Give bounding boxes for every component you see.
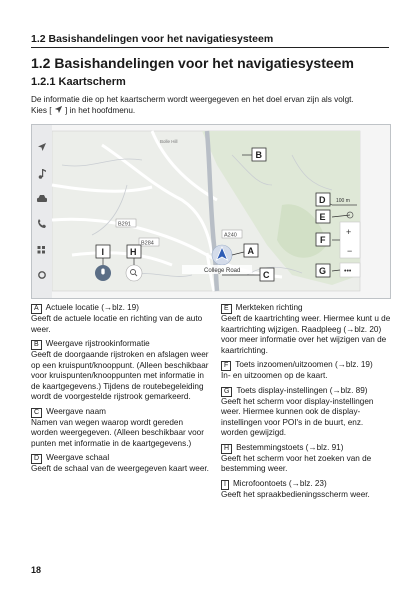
- callout-b: B: [255, 150, 262, 160]
- callout-a: A: [247, 246, 254, 256]
- legend-body: Namen van wegen waarop wordt gereden worden weergegeven. (Alleen beschikbaar voor punten met informatie in de kaartgegevens.): [31, 417, 204, 448]
- callout-d: D: [319, 195, 326, 205]
- legend-item-i: [221, 479, 391, 501]
- legend-item-g: [221, 386, 391, 439]
- intro-instruction: [31, 105, 391, 116]
- header-rule: [31, 47, 389, 48]
- callout-h: H: [130, 247, 137, 257]
- legend-title: Toets display-instellingen (→blz. 89): [236, 385, 368, 395]
- legend-tag: E: [221, 304, 232, 314]
- legend-tag: C: [31, 408, 42, 418]
- callout-e: E: [319, 212, 326, 222]
- legend-item-a: [31, 303, 209, 335]
- intro-line: De informatie die op het kaartscherm wordt weergegeven en het doel ervan zijn als volgt.: [31, 95, 354, 104]
- legend-body: Geeft het scherm voor display-instellingen weer. Hiermee kunnen ook de display-instellingen voor POI's in de buurt, enz. worden gewijzigd.: [221, 396, 374, 437]
- legend-body: Geeft het scherm voor het zoeken van de bestemming weer.: [221, 453, 372, 473]
- legend-body: Geeft de kaartrichting weer. Hiermee kunt u de kaartrichting wijzigen. Raadpleeg (→blz. 20) voor meer informatie over het wijzigen van de kaartrichting.: [221, 314, 391, 355]
- legend-item-c: [31, 407, 209, 450]
- zoom-out-icon: −: [347, 246, 353, 256]
- legend-item-f: [221, 360, 391, 382]
- intro-paragraph: [31, 94, 391, 116]
- microphone-icon: [101, 269, 104, 275]
- legend-item-e: [221, 303, 391, 356]
- legend-item-b: [31, 339, 209, 403]
- callout-g: G: [319, 266, 327, 276]
- callout-i: I: [101, 247, 105, 257]
- legend-tag: F: [221, 361, 231, 371]
- legend-tag: A: [31, 304, 42, 314]
- legend-tag: H: [221, 444, 232, 454]
- page-number: 18: [31, 565, 42, 575]
- legend-title: Microfoontoets (→blz. 23): [232, 478, 327, 488]
- map-illustration: [32, 125, 390, 298]
- navigation-icon: [54, 105, 63, 114]
- label-a240: A240: [224, 232, 237, 239]
- destination-button: [126, 265, 142, 281]
- kies-post: ] in het hoofdmenu.: [65, 106, 136, 115]
- legend-title: Weergave schaal: [46, 453, 110, 462]
- subsection-title: 1.2.1 Kaartscherm: [31, 76, 126, 88]
- label-b291: B291: [118, 221, 131, 228]
- callout-f: F: [320, 235, 326, 245]
- legend-body: Geeft de actuele locatie en richting van de auto weer.: [31, 314, 203, 334]
- legend-tag: B: [31, 340, 42, 350]
- legend-tag: I: [221, 480, 229, 490]
- legend-title: Actuele locatie (→blz. 19): [45, 303, 139, 312]
- kies-pre: Kies [: [31, 106, 52, 115]
- legend-column-left: [31, 303, 209, 479]
- legend-body: Geeft de schaal van de weergegeven kaart weer.: [31, 464, 209, 473]
- scale-label: 100 m: [336, 198, 350, 204]
- map-screen-figure: [31, 124, 391, 299]
- legend-item-d: [31, 453, 209, 475]
- legend-title: Weergave rijstrookinformatie: [45, 339, 150, 348]
- legend-title: Bestemmingstoets (→blz. 91): [236, 442, 344, 452]
- label-road-top: Bolle Hill: [160, 139, 178, 144]
- road-name-label: College Road: [204, 268, 241, 274]
- more-icon: •••: [344, 268, 352, 275]
- zoom-in-icon: +: [346, 227, 352, 237]
- running-header: 1.2 Basishandelingen voor het navigatiesysteem: [31, 33, 274, 45]
- legend-body: In- en uitzoomen op de kaart.: [221, 371, 328, 380]
- section-title: 1.2 Basishandelingen voor het navigatiesysteem: [31, 55, 354, 71]
- legend-tag: D: [31, 454, 42, 464]
- legend-title: Merkteken richting: [235, 303, 303, 312]
- legend-body: Geeft de doorgaande rijstroken en afslagen weer op een kruispunt/knooppunt. (Alleen beschikbaar voor kruispunten/knooppunten met informatie in de kaartgegevens.) Tijdens de routebegeleiding wordt de voorgestelde rijstrook gemarkeerd.: [31, 350, 209, 401]
- legend-column-right: [221, 303, 391, 504]
- legend-title: Toets inzoomen/uitzoomen (→blz. 19): [235, 360, 373, 369]
- legend-title: Weergave naam: [46, 406, 106, 416]
- callout-c: C: [263, 270, 270, 280]
- legend-item-h: [221, 443, 391, 475]
- legend-body: Geeft het spraakbedieningsscherm weer.: [221, 489, 370, 499]
- legend-tag: G: [221, 387, 232, 397]
- label-b284: B284: [141, 240, 154, 247]
